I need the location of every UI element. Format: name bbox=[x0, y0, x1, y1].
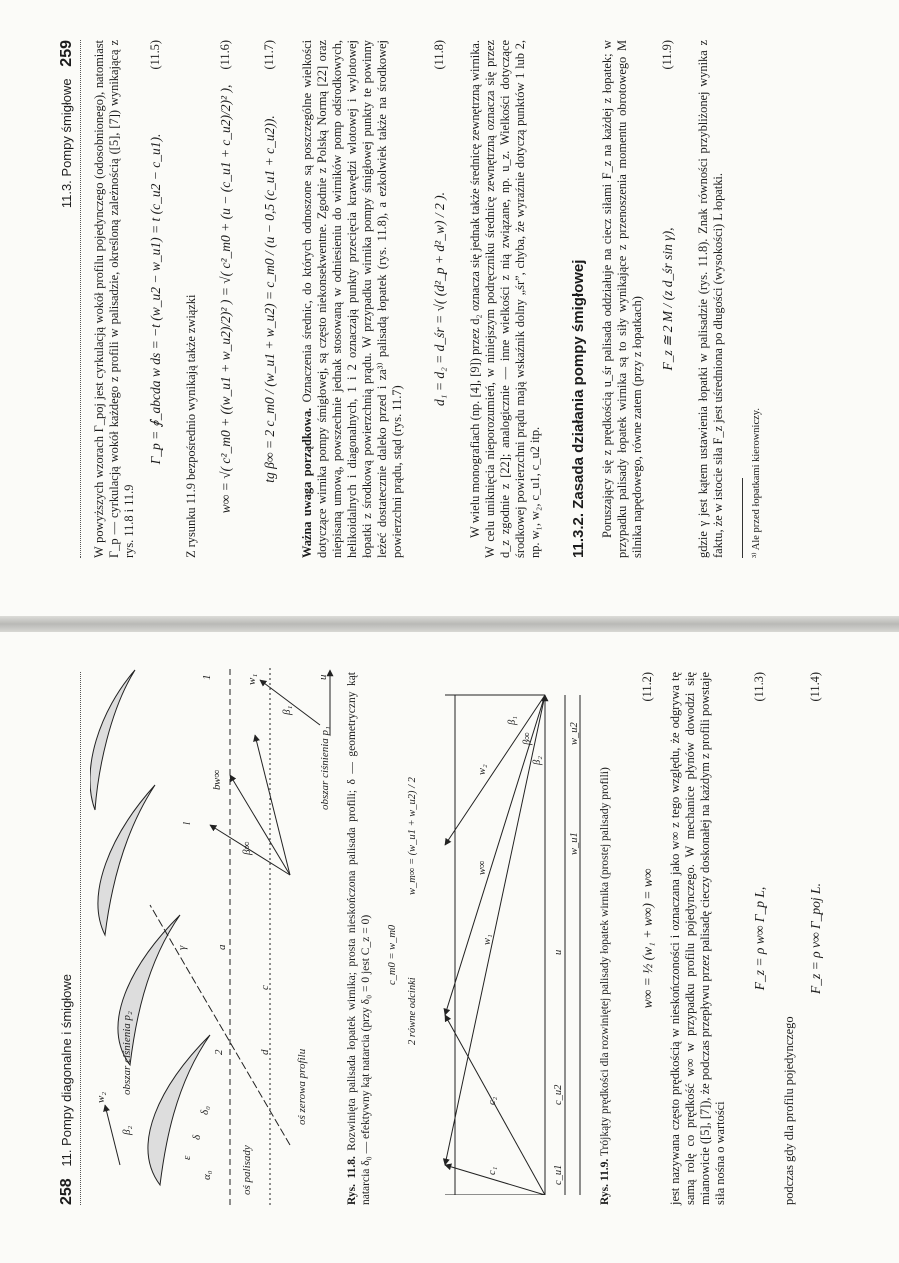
paragraph-text: W wielu monografiach (np. [4], [9]) przez d₂ oznacza się jednak także średnicę zewnętrzną wirnika. W celu uniknięcia nieporozumień, w niniejszym podręczniku średnicę zewnętrzną oznacza się przez d_z zgodnie z [22]; analogicznie — inne wielkości z nią związane, np. u_z. Wielkości dotyczące środkowej powierzchni prądu mają wskaźnik dolny „śr”, chyba, że wyraźnie dotyczą punktów 1 lub 2, np. w₁, w₂, c_u1, c_u2 itp. bbox=[468, 40, 542, 558]
label-u: u bbox=[553, 949, 564, 955]
equation-number: (11.6) bbox=[218, 40, 232, 70]
equation-11-7 bbox=[262, 40, 278, 558]
label-beta1: β₁ bbox=[281, 705, 293, 715]
equation-text: w∞ = √( c²_m0 + ((w_u1 + w_u2)/2)² ) = √( c²_m0 + (u − (c_u1 + c_u2)/2)² ), bbox=[218, 84, 233, 514]
label-l: l bbox=[181, 821, 193, 825]
paragraph bbox=[696, 40, 726, 558]
label-w1: w₁ bbox=[482, 934, 493, 945]
paragraph-body: Oznaczenia średnic, do których odnoszone są poszczególne wielkości dotyczące wirnika pompy śmigłowej, są często niekonsekwentne. Zgodnie z Polską Normą [22] oraz niepisaną umową, powszechnie jednak stosowaną w odniesieniu do wirników pomp odśrodkowych, helikoidalnych i diagonalnych, 1 i 2 oznaczają punkty przecięcia krawędzi wlotowej i wylotowej łopatki z środkową powierzchnią prądu. W przypadku wirnika pompy śmigłowej punkty te powinny leżeć dostatecznie daleko przed i za³⁾ palisadą łopatek (rys. 11.8), a ezkolwiek także na środkowej powierzchni prądu, stąd (rys. 11.7) bbox=[300, 39, 404, 558]
label-winf: w∞ bbox=[211, 769, 223, 785]
equation-number: (11.9) bbox=[660, 40, 674, 70]
label-c: c bbox=[259, 985, 271, 990]
section-heading: 11.3.2. Zasada działania pompy śmigłowej bbox=[570, 259, 587, 558]
equation-11-3 bbox=[752, 672, 768, 1205]
equation-number: (11.7) bbox=[262, 40, 276, 70]
page-number: 258 bbox=[58, 1178, 75, 1205]
paragraph-text: Z rysunku 11.9 bezpośrednio wynikają także związki bbox=[184, 294, 198, 558]
paragraph bbox=[92, 40, 137, 558]
label-winf: w∞ bbox=[477, 860, 488, 875]
caption-text: Rozwinięta palisada łopatek wirnika; prosta nieskończona palisada profili; δ — geometryczny kąt natarcia δ₀ — efektywny kąt natarcia (przy δ₀ = 0 jest C_z = 0) bbox=[346, 672, 372, 1205]
paragraph-text bbox=[300, 40, 405, 558]
label-b2: β₂ bbox=[532, 756, 543, 765]
label-binf: β∞ bbox=[522, 732, 533, 745]
equation-11-9 bbox=[660, 40, 676, 558]
label-axis-profile: oś zerowa profilu bbox=[296, 1048, 308, 1125]
label-cu1: c_u1 bbox=[553, 1164, 564, 1185]
label-w2: w₂ bbox=[477, 764, 488, 775]
label-d: d bbox=[259, 1049, 271, 1055]
equation-text: Γ_p = ∮_abcda w ds = −t (w_u2 − w_u1) = t (c_u2 − c_u1). bbox=[148, 133, 163, 465]
label-one: 1 bbox=[201, 674, 213, 680]
equation-number: (11.5) bbox=[148, 40, 162, 70]
label-cm0: c_m0 = w_m0 bbox=[387, 924, 398, 985]
paragraph-text: podczas gdy dla profilu pojedynczego bbox=[782, 1016, 796, 1205]
page-258 bbox=[0, 632, 899, 1263]
figure-11-8-palisade bbox=[90, 665, 340, 1205]
label-epsilon: ε bbox=[181, 1155, 193, 1160]
label-axis-palisade: oś palisady bbox=[241, 1145, 253, 1195]
label-b: b bbox=[211, 784, 223, 790]
paragraph-text: W powyższych wzorach Γ_poj jest cyrkulacją wokół profilu pojedynczego (odosobnionego), natomiast Γ_p — cyrkulacją wokół każdego z profili w palisadzie, określoną zależnością ([5], [7]) wynikającą z rys. 11.8 i 11.9 bbox=[92, 40, 136, 558]
footnote-rule bbox=[742, 478, 743, 558]
label-w2: w₂ bbox=[95, 1091, 107, 1103]
blade-profile bbox=[98, 785, 155, 935]
paragraph bbox=[300, 40, 405, 558]
equation-number: (11.2) bbox=[640, 672, 654, 702]
caption-label: Rys. 11.9. bbox=[599, 1158, 611, 1205]
paragraph bbox=[782, 672, 797, 1205]
equation-11-4 bbox=[808, 672, 824, 1205]
equation-text: F_z = ρ v∞ Γ_poj L. bbox=[808, 883, 823, 994]
paragraph bbox=[184, 40, 199, 558]
equation-11-2 bbox=[640, 672, 656, 1205]
paragraph-bold-lead: Ważna uwaga porządkowa. bbox=[300, 407, 314, 558]
label-b1: β₁ bbox=[507, 716, 518, 725]
equation-text: tg β∞ = 2 c_m0 / (w_u1 + w_u2) = c_m0 / (u − 0,5 (c_u1 + c_u2)). bbox=[262, 115, 277, 483]
running-head-title: 11.3. Pompy śmigłowe bbox=[59, 78, 74, 209]
label-region-p2: obszar ciśnienia p₂ bbox=[121, 1011, 133, 1095]
caption-text: Trójkąty prędkości dla rozwiniętej palisady łopatek wirnika (prostej palisady profili) bbox=[599, 767, 611, 1157]
label-gamma: γ bbox=[176, 945, 188, 950]
equation-number: (11.3) bbox=[752, 672, 766, 702]
equation-11-5 bbox=[148, 40, 164, 558]
caption-label: Rys. 11.8. bbox=[346, 1156, 358, 1205]
page-259 bbox=[0, 0, 899, 616]
book-gutter bbox=[0, 616, 899, 632]
equation-number: (11.4) bbox=[808, 672, 822, 702]
label-delta: δ bbox=[191, 1134, 203, 1140]
figure-11-8-caption bbox=[345, 672, 373, 1205]
equation-text: d₁ = d₂ = d_śr = √( (d²_p + d²_w) / 2 ). bbox=[432, 192, 447, 406]
equation-text: F_z ≅ 2 M / (z d_śr sin γ), bbox=[660, 227, 675, 371]
label-u: u bbox=[317, 674, 329, 680]
label-alpha-zero: α₀ bbox=[201, 1170, 213, 1180]
running-head-title: 11. Pompy diagonalne i śmigłowe bbox=[59, 973, 74, 1167]
label-two: 2 bbox=[213, 1049, 225, 1055]
paragraph bbox=[468, 40, 543, 558]
running-header bbox=[58, 40, 81, 558]
label-w1: w₁ bbox=[246, 673, 258, 685]
label-region-p1: obszar ciśnienia p₁ bbox=[319, 726, 331, 810]
label-wu2: w_u2 bbox=[569, 722, 580, 745]
paragraph-text: gdzie γ jest kątem ustawienia łopatki w palisadzie (rys. 11.8). Znak równości przybliżonej wynika z faktu, że w istocie siła F_z jest uśredniona po długości (wysokości) L łopatki. bbox=[696, 40, 725, 558]
paragraph-text: jest nazywana często prędkością w nieskończoności i oznaczana jako w∞ z tego względu, że odgrywa tę samą rolę co prędkość w∞ w przypadku profilu pojedynczego. W mechanice płynów dowodzi się mianowicie ([5], [7]), że podczas przepływu przez palisadę cieczy doskonałej na każdym z profili powstaje siła nośna o wartości bbox=[668, 672, 727, 1205]
label-wm-formula: w_m∞ = (w_u1 + w_u2) / 2 bbox=[407, 777, 418, 895]
label-a: a bbox=[216, 944, 228, 950]
equation-number: (11.8) bbox=[432, 40, 446, 70]
label-c2: c₂ bbox=[487, 1096, 498, 1105]
label-c1: c₁ bbox=[487, 1166, 498, 1175]
label-two-equal: 2 równe odcinki bbox=[407, 977, 418, 1045]
figure-11-9-velocity-triangles bbox=[385, 685, 585, 1195]
paragraph bbox=[668, 672, 728, 1205]
equation-11-6 bbox=[218, 40, 234, 558]
equation-text: F_z = ρ w∞ Γ_p L, bbox=[752, 886, 767, 991]
figure-11-9-caption bbox=[598, 672, 612, 1205]
label-delta0: δ₀ bbox=[199, 1106, 211, 1115]
label-betainf: β∞ bbox=[241, 841, 253, 855]
footnote: ³⁾ Ale przed łopatkami kierowniczy. bbox=[751, 408, 762, 558]
label-wu1: w_u1 bbox=[569, 832, 580, 855]
paragraph-text: Poruszający się z prędkością u_śr palisada oddziałuje na ciecz siłami F_z na każdej z łopatek; w przypadku palisady łopatek wirnika są to siły wynikające z przenoszenia momentu obrotowego M silnika napędowego, równe zatem (przy z łopatkach) bbox=[600, 40, 644, 558]
equation-text: w∞ = ½ (w₁ + w∞) = w∞ bbox=[640, 868, 655, 1009]
label-beta2: β₂ bbox=[121, 1125, 133, 1135]
page-number: 259 bbox=[58, 40, 75, 67]
label-cu2: c_u2 bbox=[553, 1084, 564, 1105]
blade-profile bbox=[90, 670, 135, 810]
running-header bbox=[58, 672, 81, 1205]
paragraph bbox=[600, 40, 645, 558]
equation-11-8 bbox=[432, 40, 448, 558]
